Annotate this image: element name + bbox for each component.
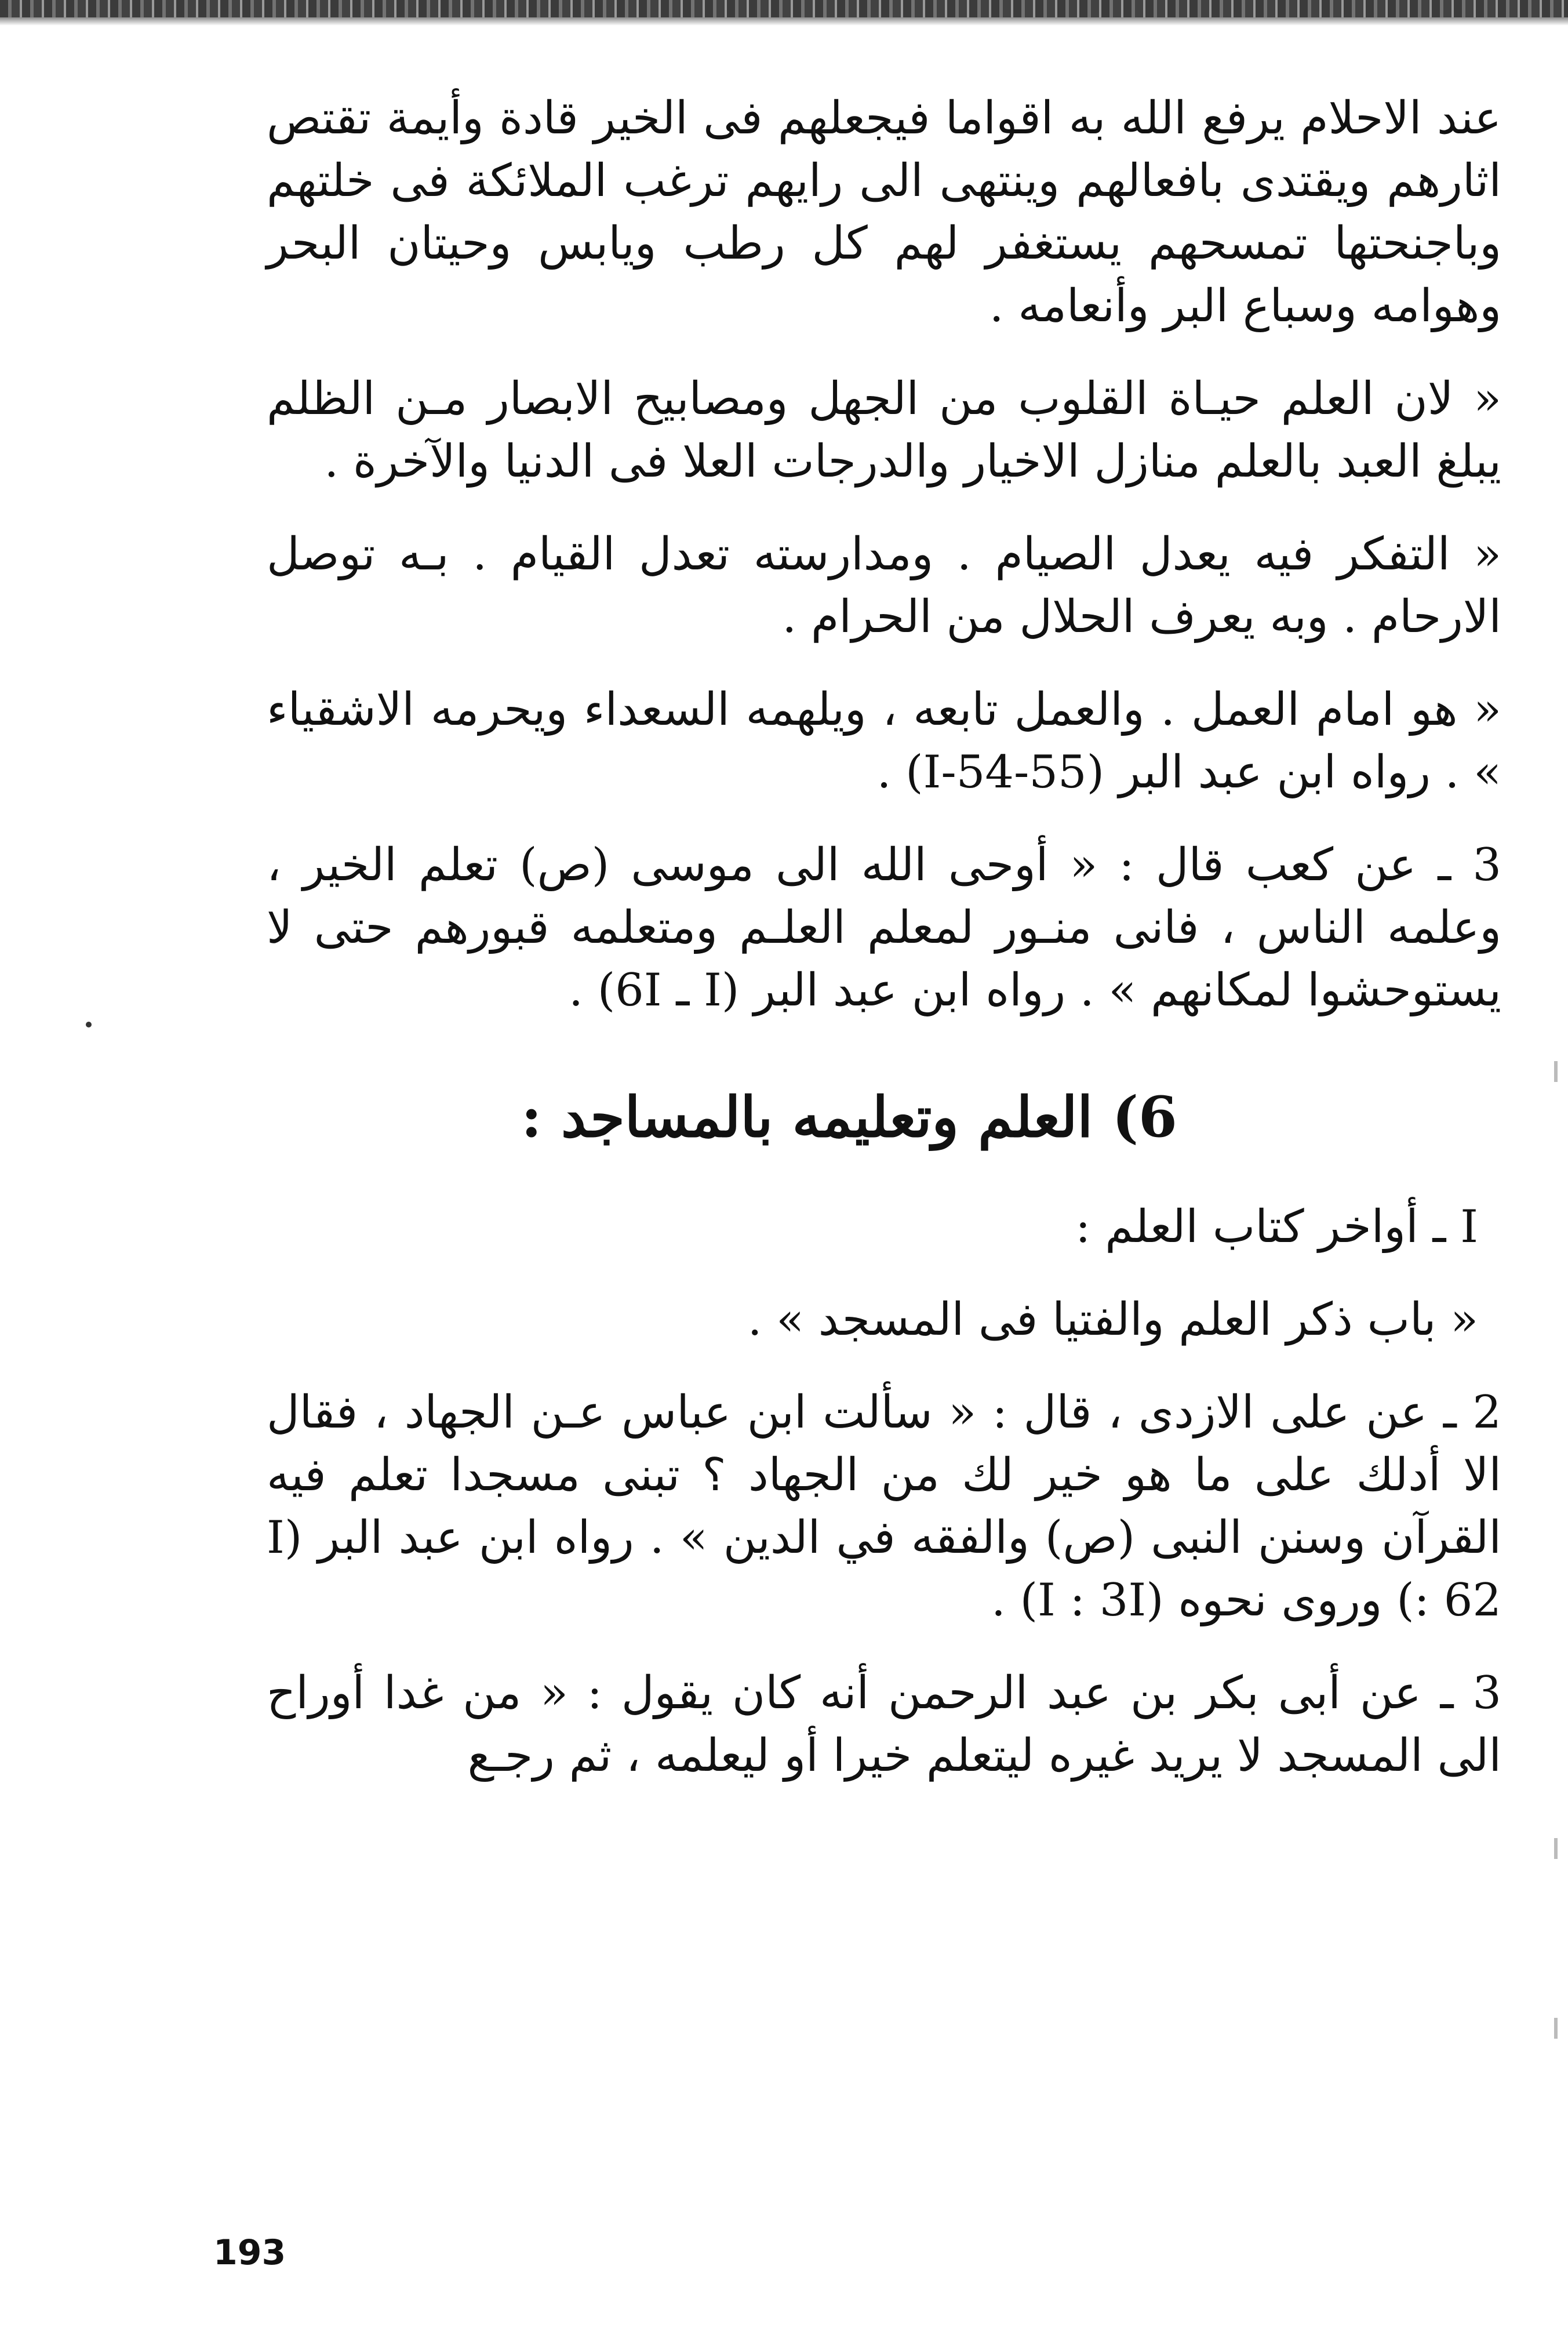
paragraph-abu-bakr-narration: 3 ـ عن أبى بكر بن عبد الرحمن أنه كان يقول : « من غدا أوراح الى المسجد لا يريد غيره ليتعلم خيرا أو ليعلمه ، ثم رجـع [267, 1667, 1501, 1782]
margin-mark [1554, 1061, 1558, 1082]
scan-speck [86, 1022, 92, 1027]
section-item-book-of-knowledge: I ـ أواخر كتاب العلم : [1075, 1201, 1478, 1253]
paragraph-ali-azdi-narration: 2 ـ عن على الازدى ، قال : « سألت ابن عباس عـن الجهاد ، فقال الا أدلك على ما هو خير لك من الجهاد ؟ تبنى مسجدا تعلم فيه القرآن وسنن النبى (ص) والفقه في الدين » . رواه ابن عبد البر (I : 62) وروى نحوه (I : 3I) . [267, 1386, 1502, 1626]
scan-top-edge [0, 0, 1568, 17]
section-item-chapter-title: « باب ذكر العلم والفتيا فى المسجد » . [747, 1294, 1478, 1346]
margin-mark [1554, 2018, 1558, 2039]
paragraph-kaab-narration: 3 ـ عن كعب قال : « أوحى الله الى موسى (ص) تعلم الخير ، وعلمه الناس ، فانى منـور لمعلم العلـم ومتعلمه قبورهم حتى لا يستوحشوا لمكانهم » . رواه ابن عبد البر (I ـ 6I) . [267, 839, 1501, 1016]
section-heading: 6) العلم وتعليمه بالمساجد : [521, 1084, 1177, 1150]
paragraph-knowledge-life-of-hearts: « لان العلم حيـاة القلوب من الجهل ومصابيح الابصار مـن الظلم يبلغ العبد بالعلم منازل الاخيار والدرجات العلا فى الدنيا والآخرة . [267, 373, 1501, 488]
page-text [267, 87, 1501, 1815]
page-number: 193 [213, 2232, 286, 2273]
margin-mark [1554, 1838, 1558, 1859]
paragraph-leader-of-action: « هو امام العمل . والعمل تابعه ، ويلهمه السعداء ويحرمه الاشقياء » . رواه ابن عبد البر (I-54-55) . [267, 684, 1501, 798]
paragraph-virtue-of-scholars: عند الاحلام يرفع الله به اقواما فيجعلهم فى الخير قادة وأيمة تقتص اثارهم ويقتدى بافعالهم وينتهى الى رايهم ترغب الملائكة فى خلتهم وباجنحتها تمسحهم يستغفر لهم كل رطب ويابس وحيتان البحر وهوامه وسباع البر وأنعامه . [267, 92, 1501, 332]
paragraph-reflection-equals-fasting: « التفكر فيه يعدل الصيام . ومدارسته تعدل القيام . بـه توصل الارحام . وبه يعرف الحلال من الحرام . [267, 528, 1501, 643]
